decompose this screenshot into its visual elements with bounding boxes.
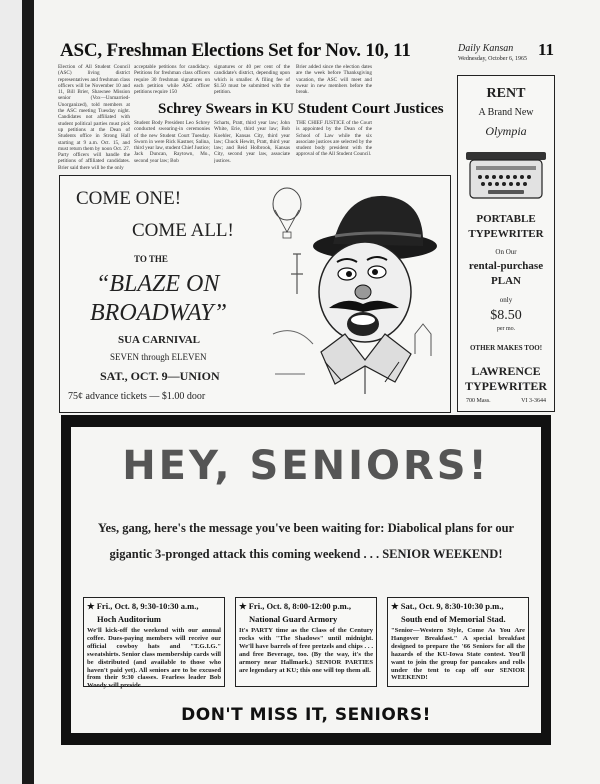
olympia-text: Olympia <box>485 124 527 138</box>
adjacent-page-edge <box>0 0 22 784</box>
dont-miss-it-footer: DON'T MISS IT, SENIORS! <box>181 705 431 725</box>
hey-seniors-headline: HEY, SENIORS! <box>122 443 490 489</box>
event-when: ★ Fri., Oct. 8, 9:30-10:30 a.m., <box>87 601 199 611</box>
event-where: South end of Memorial Stad. <box>401 614 506 624</box>
event-where: Hoch Auditorium <box>97 614 161 624</box>
seniors-message-line1: Yes, gang, here's the message you've been waiting for: Diabolical plans for our <box>97 521 515 535</box>
clown-illustration <box>265 184 445 406</box>
store-address: 700 Mass. <box>466 398 491 404</box>
price-text: $8.50 <box>490 308 522 323</box>
page-number: 11 <box>538 40 555 59</box>
only-text: only <box>499 296 513 304</box>
event-when: ★ Fri., Oct. 8, 8:00-12:00 p.m., <box>239 601 351 611</box>
seniors-ad-inner <box>71 427 541 733</box>
newspaper-page <box>34 0 600 784</box>
court-column-1: Student Body President Leo Schrey conducted swearing-in ceremonies of the new Student Court Tuesday. Sworn in were Rick Kastner, Salina, third year law, student Chief Justice; Jack Duncan, Raytown, Mo., second year law; Bob <box>134 120 210 164</box>
event-box-breakfast <box>387 597 529 687</box>
typewriter-text: TYPEWRITER <box>468 228 544 240</box>
on-our-text: On Our <box>495 248 517 256</box>
per-month-text: per mo. <box>496 326 516 332</box>
rent-text: RENT <box>486 86 526 101</box>
seniors-message-line2: gigantic 3-pronged attack this coming weekend . . . SENIOR WEEKEND! <box>109 547 503 561</box>
event-body: It's PARTY time as the Class of the Century rocks with "The Shadows" until midnight. We'll have barrels of free pretzels and chips . . . and free Beverage, too. (By the way, it's the armory near Hallmark.) SENIOR PARTIES are legendary at KU; this one will top them all. <box>239 627 373 674</box>
come-all-text: COME ALL! <box>132 220 234 241</box>
election-headline: ASC, Freshman Elections Set for Nov. 10, 11 <box>60 40 411 61</box>
event-box-coffee <box>83 597 225 690</box>
election-column-3: signatures or 40 per cent of the candidate's district, depending upon which is smaller. A filing fee of $1.50 must be submitted with the petition. <box>214 64 290 96</box>
other-makes-text: OTHER MAKES TOO! <box>469 344 543 352</box>
portable-text: PORTABLE <box>476 213 536 225</box>
ticket-prices: 75¢ advance tickets — $1.00 door <box>68 391 206 402</box>
sua-carnival-text: SUA CARNIVAL <box>118 334 201 346</box>
election-column-4: Brier added since the election dates are the week before Thanksgiving vacation, the ASC will meet and swear in new members before the break. <box>296 64 372 96</box>
carnival-date: SAT., OCT. 9—UNION <box>100 369 220 383</box>
store-name-2: TYPEWRITER <box>464 379 547 393</box>
dates-text: SEVEN through ELEVEN <box>110 352 207 362</box>
page-date: Wednesday, October 6, 1965 <box>458 56 527 62</box>
event-box-party <box>235 597 377 687</box>
carnival-ad <box>59 175 451 413</box>
come-one-text: COME ONE! <box>76 188 182 209</box>
store-phone: VI 3-3644 <box>521 398 546 404</box>
court-column-3: THE CHIEF JUSTICE of the Court is appointed by the Dean of the School of Law while the six associate justices are selected by the student body president with the approval of the All Student Council. <box>296 120 372 158</box>
election-column-1: Election of All Student Council (ASC) living district representatives and freshman class officers will be November 10 and 11, Bill Brier, Shawnee Mission senior (Vox—Unmarried-Unorganized), told members at the ASC meeting Tuesday night. Candidates not affiliated with student political parties must pick up petitions at the Dean of Students office in Strong Hall starting at 9 a.m. Oct. 15, and must return them by noon Oct. 27. Party officers will handle the petitions of affiliated candidates. Brier said there will be the only <box>58 64 130 170</box>
election-column-2: acceptable petitions for candidacy. Petitions for freshman class officers require 30 freshman signatures on each petition while ASC officer petitions require 150 <box>134 64 210 96</box>
court-column-2: Scharts, Pratt, third year law; John White, Erie, third year law; Bob Koehler, Kansas City, third year law; Chuck Hewitt, Pratt, third year law; and Reid Holbrook, Kansas City, second year law, associate justices. <box>214 120 290 164</box>
typewriter-ad <box>457 75 555 412</box>
rental-purchase-text: rental-purchase <box>468 260 544 272</box>
event-when: ★ Sat., Oct. 9, 8:30-10:30 p.m., <box>391 601 504 611</box>
typewriter-icon <box>464 146 548 204</box>
show-title-line1: “BLAZE ON <box>96 271 220 297</box>
event-body: "Senior—Western Style, Come As You Are Hangover Breakfast." A special breakfast designed to prepare the '66 Seniors for all the hazards of the KU-Iowa State contest. You'll want to join the group for pancakes and rolls under the tent to cap off our SENIOR WEEKEND! <box>391 627 525 682</box>
to-the-text: TO THE <box>134 254 168 264</box>
scan-gutter <box>22 0 34 784</box>
event-where: National Guard Armory <box>249 614 338 624</box>
court-headline: Schrey Swears in KU Student Court Justices <box>158 101 444 117</box>
seniors-ad <box>61 415 551 745</box>
event-body: We'll kick-off the weekend with our annual coffee. Dues-paying members will receive our official cowboy hats and "T.G.I.G." sweatshirts. Senior class membership cards will be distributed (and available to those who haven't paid yet). All seniors are to be excused from their 9:30 classes. Fearless leader Bob Woody will preside. <box>87 627 221 690</box>
paper-name: Daily Kansan <box>458 43 514 54</box>
brand-new-text: A Brand New <box>478 107 534 118</box>
show-title-line2: BROADWAY” <box>90 300 227 326</box>
store-name-1: LAWRENCE <box>471 364 541 378</box>
plan-text: PLAN <box>491 275 521 287</box>
